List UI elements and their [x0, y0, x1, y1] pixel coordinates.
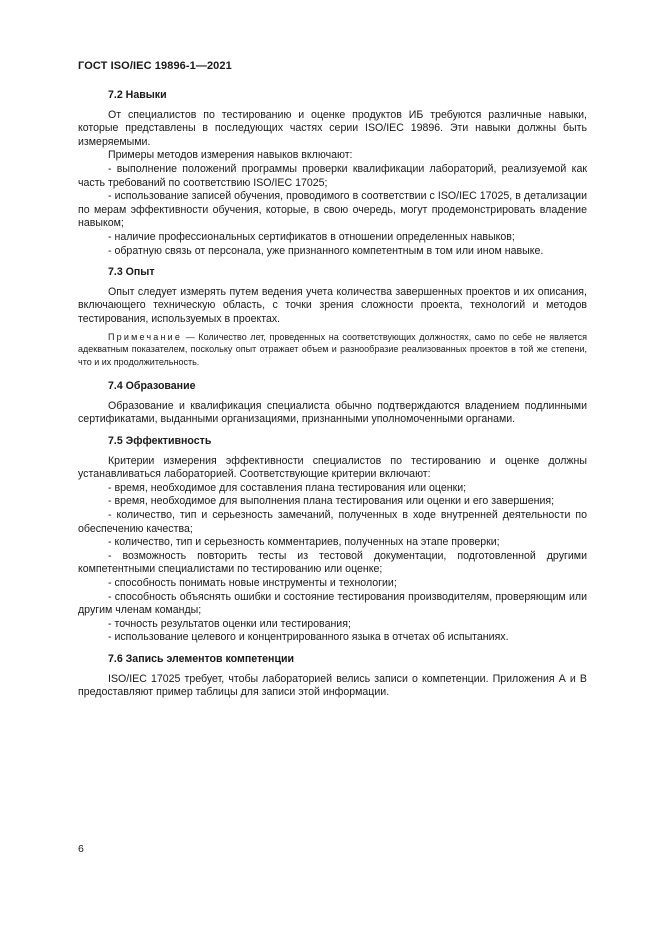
section-heading: 7.2 Навыки: [108, 89, 167, 101]
paragraph: Примеры методов измерения навыков включают:: [108, 149, 353, 162]
list-item: - обратную связь от персонала, уже признанного компетентным в том или ином навыке.: [108, 244, 544, 257]
section-7-4: [78, 380, 587, 427]
section-7-5: [78, 435, 587, 645]
list-item: - использование записей обучения, проводимого в соответствии с ISO/IEC 17025, в детализации по мерам эффективности обучения, которые, в свою очередь, могут продемонстрировать владение навыком;: [78, 190, 587, 230]
section-heading: 7.4 Образование: [108, 380, 196, 393]
paragraph: Опыт следует измерять путем ведения учета количества завершенных проектов и их описания, включающего техническую область, с точки зрения сложности проекта, технологий и методов тестирования, используемых в проектах.: [78, 285, 587, 325]
list-item: - использование целевого и концентрированного языка в отчетах об испытаниях.: [108, 631, 509, 644]
note: [78, 331, 587, 369]
note-label: Примечание: [108, 331, 183, 342]
note-text: Количество лет, проведенных на соответствующих должностях, само по себе не является адекватным показателем, поскольку опыт отражает объем и разнообразие реализованных проектов в той же степени, что и их продолжительность.: [78, 331, 587, 367]
list-item: - наличие профессиональных сертификатов в отношении определенных навыков;: [108, 230, 515, 243]
note-dash: —: [185, 331, 195, 342]
standard-id: ГОСТ ISO/IEC 19896-1—2021: [78, 60, 232, 72]
paragraph: Критерии измерения эффективности специалистов по тестированию и оценке должны устанавливаться лабораторией. Соответствующие критерии включают:: [78, 454, 587, 481]
section-heading: 7.5 Эффективность: [108, 435, 212, 448]
section-heading: 7.6 Запись элементов компетенции: [108, 652, 294, 665]
list-item: - количество, тип и серьезность комментариев, полученных на этапе проверки;: [108, 536, 500, 549]
list-item: - точность результатов оценки или тестирования;: [108, 617, 351, 630]
document-body: [78, 89, 587, 700]
paragraph: От специалистов по тестированию и оценке продуктов ИБ требуются различные навыки, которые представлены в последующих частях серии ISO/IEC 19896. Эти навыки должны быть измеряемыми.: [78, 108, 587, 148]
list-item: - время, необходимое для составления плана тестирования или оценки;: [108, 481, 467, 494]
section-7-3: [78, 266, 587, 368]
list-item: - время, необходимое для выполнения плана тестирования или оценки и его завершения;: [108, 495, 555, 508]
page-number: 6: [78, 843, 84, 855]
paragraph: Образование и квалификация специалиста обычно подтверждаются владением подлинными сертификатами, выданными организациями, признанными уполномоченными органами.: [78, 399, 587, 426]
paragraph: ISO/IEC 17025 требует, чтобы лабораторией велись записи о компетенции. Приложения А и В предоставляют пример таблицы для записи этой информации.: [78, 672, 587, 699]
section-7-6: [78, 653, 587, 700]
list-item: - выполнение положений программы проверки квалификации лабораторий, реализуемой как часть требований по соответствию ISO/IEC 17025;: [78, 162, 587, 189]
section-heading: 7.3 Опыт: [108, 266, 155, 279]
list-item: - возможность повторить тесты из тестовой документации, подготовленной другими компетентными специалистами по тестированию или оценке;: [78, 549, 587, 576]
section-7-2: [78, 89, 587, 258]
list-item: - количество, тип и серьезность замечаний, полученных в ходе внутренней деятельности по обеспечению качества;: [78, 509, 587, 535]
list-item: - способность объяснять ошибки и состояние тестирования производителям, проверяющим или другим членам команды;: [78, 590, 587, 617]
list-item: - способность понимать новые инструменты и технологии;: [108, 577, 397, 589]
